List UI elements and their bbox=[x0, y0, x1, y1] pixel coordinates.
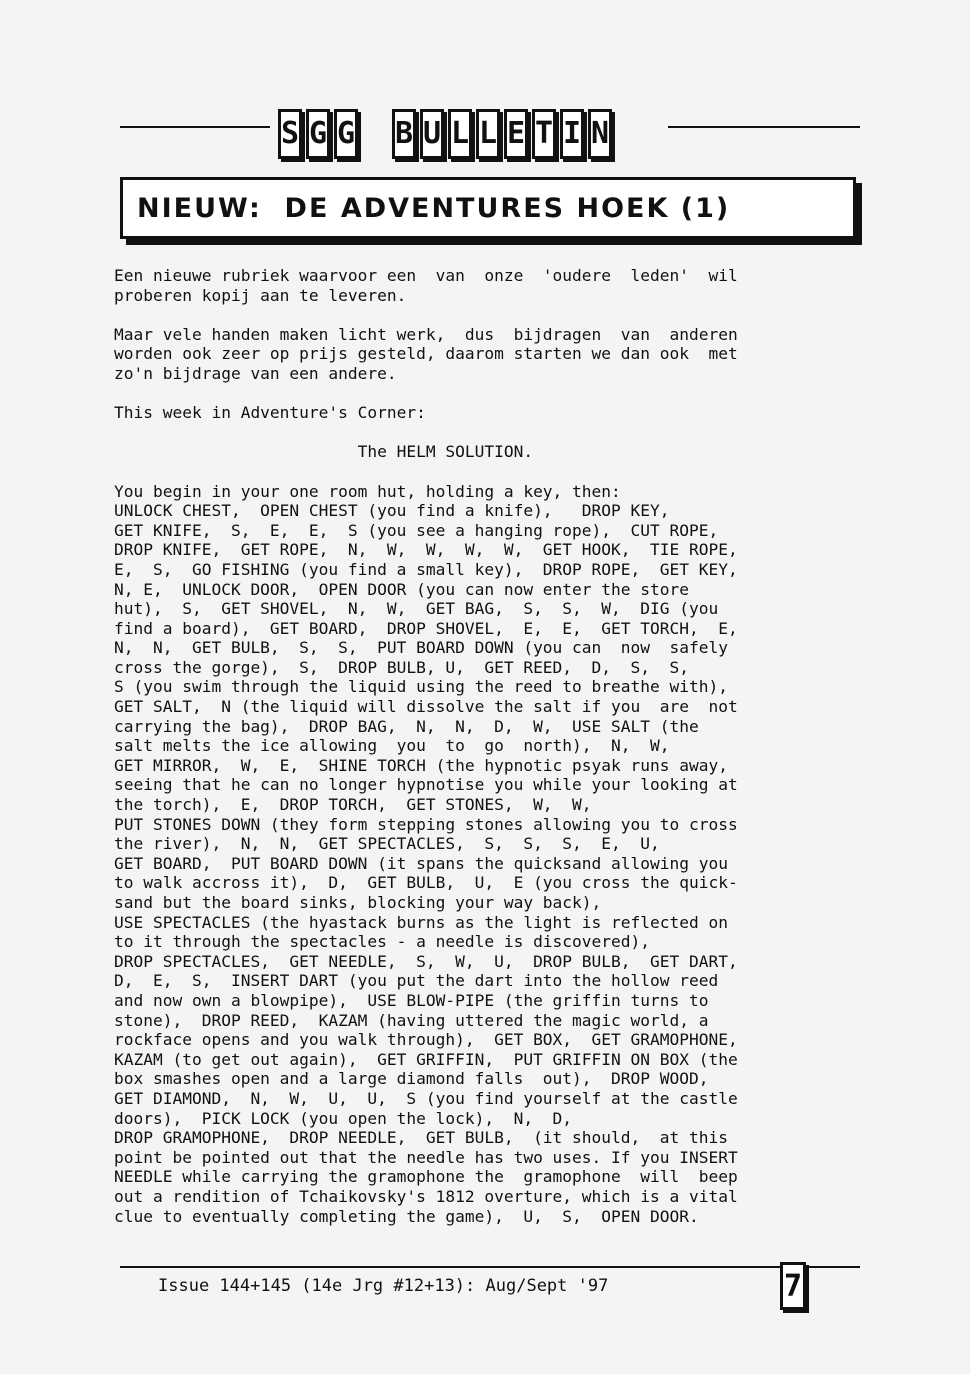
article-body bbox=[114, 266, 864, 1226]
text-line: PUT STONES DOWN (they form stepping stones allowing you to cross bbox=[114, 814, 738, 834]
article-title-box bbox=[120, 177, 856, 239]
text-line: stone), DROP REED, KAZAM (having uttered the magic world, a bbox=[114, 1010, 709, 1030]
text-line: find a board), GET BOARD, DROP SHOVEL, E, E, GET TORCH, E, bbox=[114, 618, 738, 638]
logo-letter: G bbox=[334, 109, 358, 159]
issue-info: Issue 144+145 (14e Jrg #12+13): Aug/Sept '97 bbox=[158, 1276, 609, 1296]
text-line: salt melts the ice allowing you to go north), N, W, bbox=[114, 736, 670, 756]
text-line: S (you swim through the liquid using the reed to breathe with), bbox=[114, 677, 728, 697]
text-line: the river), N, N, GET SPECTACLES, S, S, S, E, U, bbox=[114, 834, 660, 854]
logo-letter: T bbox=[532, 109, 556, 159]
text-line: KAZAM (to get out again), GET GRIFFIN, PUT GRIFFIN ON BOX (the bbox=[114, 1049, 738, 1069]
text-line: proberen kopij aan te leveren. bbox=[114, 285, 407, 305]
text-line: GET KNIFE, S, E, E, S (you see a hanging rope), CUT ROPE, bbox=[114, 520, 719, 540]
logo-letter: S bbox=[278, 109, 302, 159]
text-line: DROP GRAMOPHONE, DROP NEEDLE, GET BULB, (it should, at this bbox=[114, 1128, 728, 1148]
header-rule-left bbox=[120, 126, 270, 128]
logo-letter: N bbox=[588, 109, 612, 159]
text-line: carrying the bag), DROP BAG, N, N, D, W, USE SALT (the bbox=[114, 716, 699, 736]
sgg-bulletin-logo bbox=[278, 105, 612, 163]
text-line: E, S, GO FISHING (you find a small key), DROP ROPE, GET KEY, bbox=[114, 559, 738, 579]
text-line: zo'n bijdrage van een andere. bbox=[114, 363, 397, 383]
text-line: NEEDLE while carrying the gramophone the gramophone will beep bbox=[114, 1167, 738, 1187]
blank-line bbox=[114, 305, 864, 325]
text-line: and now own a blowpipe), USE BLOW-PIPE (the griffin turns to bbox=[114, 990, 709, 1010]
logo-letter: L bbox=[448, 109, 472, 159]
logo-letter: U bbox=[420, 109, 444, 159]
text-line: sand but the board sinks, blocking your way back), bbox=[114, 893, 602, 912]
blank-line bbox=[114, 462, 864, 482]
text-line: hut), S, GET SHOVEL, N, W, GET BAG, S, S, W, DIG (you bbox=[114, 599, 719, 619]
text-line: GET MIRROR, W, E, SHINE TORCH (the hypnotic psyak runs away, bbox=[114, 755, 728, 775]
text-line: USE SPECTACLES (the hyastack burns as the light is reflected on bbox=[114, 912, 728, 932]
text-line: Een nieuwe rubriek waarvoor een van onze 'oudere leden' wil bbox=[114, 266, 738, 285]
logo-word-bulletin bbox=[392, 109, 612, 159]
blank-line bbox=[114, 384, 864, 404]
text-line: rockface opens and you walk through), GET BOX, GET GRAMOPHONE, bbox=[114, 1030, 738, 1050]
text-line: cross the gorge), S, DROP BULB, U, GET REED, D, S, S, bbox=[114, 657, 689, 677]
header-rule-right bbox=[668, 126, 860, 128]
text-line: DROP SPECTACLES, GET NEEDLE, S, W, U, DROP BULB, GET DART, bbox=[114, 951, 738, 971]
text-line: GET BOARD, PUT BOARD DOWN (it spans the quicksand allowing you bbox=[114, 853, 728, 873]
text-line: This week in Adventure's Corner: bbox=[114, 403, 426, 423]
text-line: UNLOCK CHEST, OPEN CHEST (you find a knife), DROP KEY, bbox=[114, 501, 670, 521]
text-line: DROP KNIFE, GET ROPE, N, W, W, W, W, GET HOOK, TIE ROPE, bbox=[114, 540, 738, 560]
text-line: N, N, GET BULB, S, S, PUT BOARD DOWN (you can now safely bbox=[114, 638, 728, 658]
logo-letter: E bbox=[504, 109, 528, 159]
text-line: N, E, UNLOCK DOOR, OPEN DOOR (you can now enter the store bbox=[114, 579, 689, 599]
text-line: out a rendition of Tchaikovsky's 1812 overture, which is a vital bbox=[114, 1186, 738, 1206]
text-line: Maar vele handen maken licht werk, dus bijdragen van anderen bbox=[114, 324, 738, 344]
text-line: D, E, S, INSERT DART (you put the dart into the hollow reed bbox=[114, 971, 719, 991]
logo-letter: G bbox=[306, 109, 330, 159]
text-line: seeing that he can no longer hypnotise you while your looking at bbox=[114, 775, 738, 795]
text-line: clue to eventually completing the game), U, S, OPEN DOOR. bbox=[114, 1206, 699, 1226]
footer-rule bbox=[120, 1266, 860, 1268]
text-line: GET SALT, N (the liquid will dissolve the salt if you are not bbox=[114, 697, 738, 717]
text-line: GET DIAMOND, N, W, U, U, S (you find yourself at the castle bbox=[114, 1088, 738, 1108]
logo-letter: L bbox=[476, 109, 500, 159]
blank-line bbox=[114, 423, 864, 443]
text-line: box smashes open and a large diamond falls out), DROP WOOD, bbox=[114, 1069, 709, 1089]
page-number: 7 bbox=[780, 1262, 806, 1310]
text-line: You begin in your one room hut, holding a key, then: bbox=[114, 481, 621, 501]
text-line: The HELM SOLUTION. bbox=[114, 442, 534, 462]
text-line: the torch), E, DROP TORCH, GET STONES, W, W, bbox=[114, 795, 592, 815]
text-line: worden ook zeer op prijs gesteld, daarom starten we dan ook met bbox=[114, 344, 738, 364]
logo-word-sgg bbox=[278, 109, 358, 159]
text-line: doors), PICK LOCK (you open the lock), N, D, bbox=[114, 1108, 573, 1128]
text-line: point be pointed out that the needle has two uses. If you INSERT bbox=[114, 1147, 738, 1167]
text-line: to it through the spectacles - a needle is discovered), bbox=[114, 932, 651, 952]
text-line: to walk accross it), D, GET BULB, U, E (you cross the quick- bbox=[114, 873, 738, 893]
logo-letter: B bbox=[392, 109, 416, 159]
article-title: NIEUW: DE ADVENTURES HOEK (1) bbox=[137, 192, 731, 224]
logo-letter: I bbox=[560, 109, 584, 159]
